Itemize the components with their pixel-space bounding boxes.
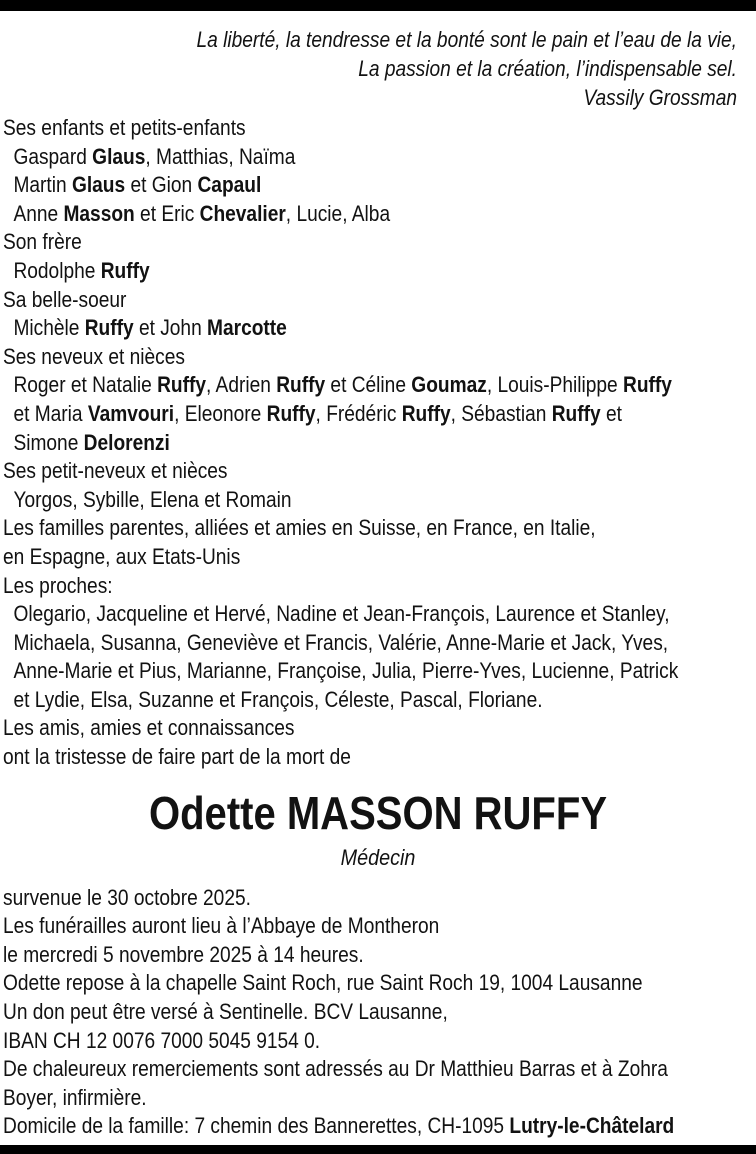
surname-bold: Goumaz [411, 372, 487, 398]
family-line [3, 514, 658, 543]
text-segment: et Eric [134, 200, 200, 226]
details-line [3, 969, 658, 998]
surname-bold: Ruffy [401, 400, 451, 426]
details-line [3, 912, 658, 941]
text-segment: Roger et Natalie [13, 372, 158, 398]
surname-bold: Delorenzi [83, 429, 170, 455]
family-line [3, 314, 658, 343]
family-line [3, 400, 658, 429]
family-line [3, 457, 658, 486]
text-segment: survenue le 30 octobre 2025. [3, 884, 251, 910]
text-segment: et [600, 400, 622, 426]
surname-bold: Ruffy [266, 400, 316, 426]
family-line [3, 171, 658, 200]
family-line [3, 371, 672, 400]
text-segment: Anne [13, 200, 64, 226]
surname-bold: Vamvouri [87, 400, 175, 426]
text-segment: et Lydie, Elsa, Suzanne et François, Céleste, Pascal, Floriane. [13, 686, 543, 712]
surname-bold: Glaus [71, 172, 126, 198]
family-line [3, 543, 658, 572]
family-line [3, 257, 658, 286]
family-line [3, 429, 658, 458]
details-line [3, 1112, 675, 1141]
family-line [3, 600, 670, 629]
text-segment: Les amis, amies et connaissances [3, 715, 295, 741]
text-segment: Ses enfants et petits-enfants [3, 115, 246, 140]
text-segment: Un don peut être versé à Sentinelle. BCV Lausanne, [3, 999, 448, 1025]
surname-bold: Ruffy [100, 257, 150, 283]
text-segment: Boyer, infirmière. [3, 1084, 147, 1110]
text-segment: Sa belle-soeur [3, 286, 127, 312]
surname-bold: Masson [63, 200, 135, 226]
bottom-border-bar [0, 1145, 756, 1154]
details-line [3, 1084, 658, 1113]
top-border-bar [0, 0, 756, 11]
text-segment: Michèle [13, 315, 85, 341]
text-segment: Odette repose à la chapelle Saint Roch, rue Saint Roch 19, 1004 Lausanne [3, 970, 643, 996]
family-lines [0, 114, 756, 772]
family-line [3, 286, 658, 315]
surname-bold: Ruffy [623, 372, 672, 398]
text-segment: Domicile de la famille: 7 chemin des Bannerettes, CH-1095 [3, 1113, 510, 1139]
text-segment: , Lucie, Alba [285, 200, 391, 226]
text-segment: Les proches: [3, 572, 113, 598]
details-lines [0, 884, 756, 1141]
deceased-name: Odette MASSON RUFFY [148, 786, 608, 839]
text-segment: Ses neveux et nièces [3, 343, 185, 369]
family-line [3, 657, 679, 686]
text-segment: Ses petit-neveux et nièces [3, 458, 228, 484]
text-segment: ont la tristesse de faire part de la mort de [3, 744, 351, 770]
family-line [3, 686, 658, 715]
family-line [3, 343, 658, 372]
deceased-profession: Médecin [340, 844, 416, 870]
text-segment: et Gion [125, 172, 198, 198]
text-segment: Gaspard [13, 143, 93, 169]
family-line [3, 572, 658, 601]
text-segment: et Céline [325, 372, 412, 398]
surname-bold: Capaul [197, 172, 262, 198]
details-line [3, 998, 658, 1027]
text-segment: Olegario, Jacqueline et Hervé, Nadine et Jean-François, Laurence et Stanley, [13, 601, 670, 627]
text-segment: le mercredi 5 novembre 2025 à 14 heures. [3, 941, 364, 967]
text-segment: , Sébastian [450, 400, 552, 426]
text-segment: Michaela, Susanna, Geneviève et Francis, Valérie, Anne-Marie et Jack, Yves, [13, 629, 669, 655]
text-segment: , Eleonore [174, 400, 267, 426]
family-line [3, 228, 658, 257]
family-line [3, 714, 658, 743]
text-segment: Rodolphe [13, 257, 101, 283]
text-segment: Son frère [3, 229, 82, 255]
epigraph-quote [0, 25, 737, 112]
details-line [3, 884, 658, 913]
family-line [3, 486, 658, 515]
surname-bold: Ruffy [157, 372, 206, 398]
details-line [3, 1055, 668, 1084]
family-line [3, 629, 669, 658]
surname-bold: Glaus [92, 143, 146, 169]
text-segment: , Frédéric [315, 400, 402, 426]
surname-bold: Ruffy [84, 315, 134, 341]
quote-author: Vassily Grossman [583, 85, 737, 110]
text-segment: Yorgos, Sybille, Elena et Romain [13, 486, 292, 512]
text-segment: Anne-Marie et Pius, Marianne, Françoise, Julia, Pierre-Yves, Lucienne, Patrick [13, 658, 679, 684]
text-segment: , Adrien [205, 372, 277, 398]
details-line [3, 1027, 658, 1056]
family-line [3, 743, 658, 772]
family-line [3, 200, 658, 229]
surname-bold: Ruffy [276, 372, 326, 398]
text-segment: Martin [13, 172, 72, 198]
surname-bold: Lutry-le-Châtelard [509, 1113, 675, 1139]
surname-bold: Ruffy [551, 400, 601, 426]
surname-bold: Marcotte [207, 315, 287, 341]
text-segment: Les familles parentes, alliées et amies en Suisse, en France, en Italie, [3, 515, 596, 541]
text-segment: Simone [13, 429, 84, 455]
surname-bold: Chevalier [199, 200, 286, 226]
family-line [3, 143, 658, 172]
text-segment: Les funérailles auront lieu à l’Abbaye de Montheron [3, 913, 440, 939]
text-segment: et John [133, 315, 208, 341]
text-segment: en Espagne, aux Etats-Unis [3, 543, 241, 569]
family-line [3, 114, 658, 143]
details-line [3, 941, 658, 970]
text-segment: IBAN CH 12 0076 7000 5045 9154 0. [3, 1027, 321, 1053]
text-segment: , Louis-Philippe [486, 372, 624, 398]
text-segment: De chaleureux remerciements sont adressés au Dr Matthieu Barras et à Zohra [3, 1056, 668, 1082]
quote-line: La passion et la création, l’indispensable sel. [358, 56, 737, 81]
text-segment: et Maria [13, 400, 88, 426]
text-segment: , Matthias, Naïma [145, 143, 296, 169]
quote-line: La liberté, la tendresse et la bonté sont le pain et l’eau de la vie, [196, 27, 738, 52]
